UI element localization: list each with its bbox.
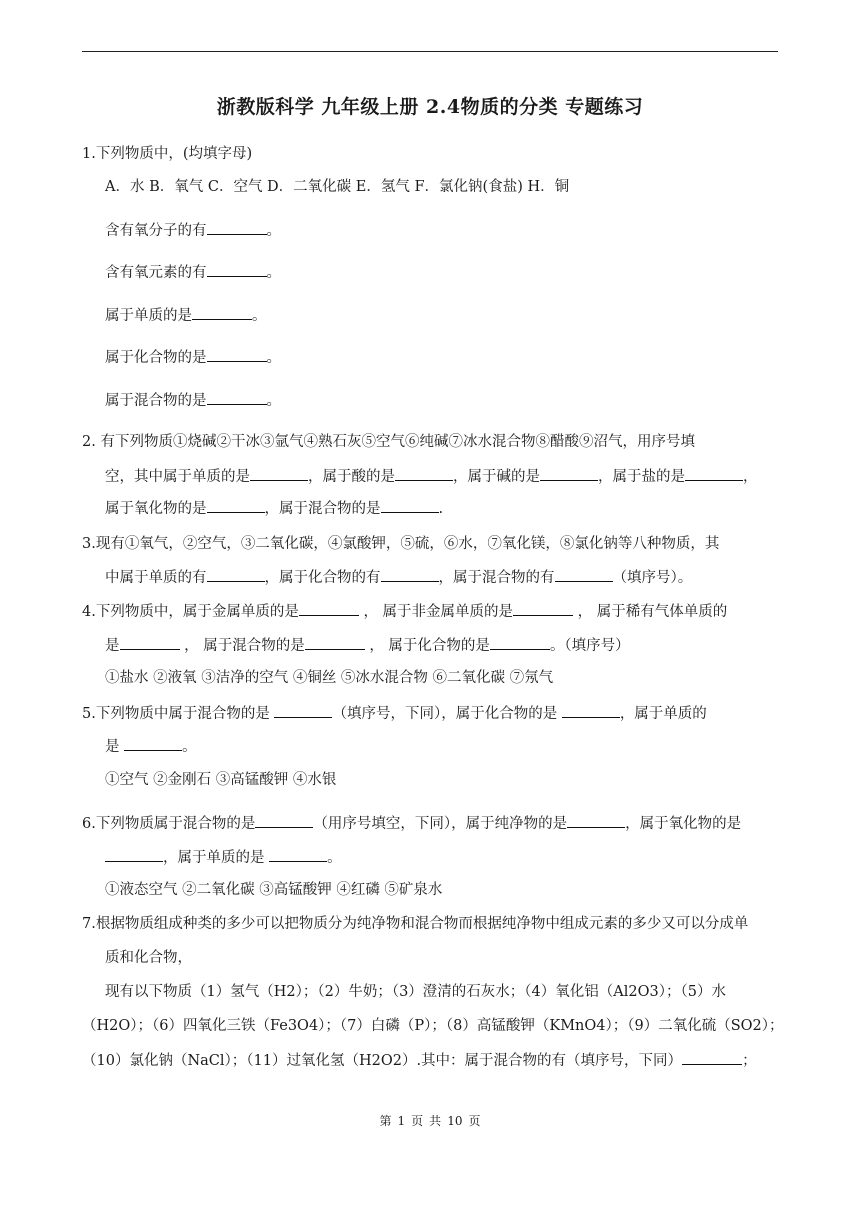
question-3-line-1: 3.现有①氧气，②空气，③二氧化碳，④氯酸钾，⑤硫，⑥水，⑦氧化镁，⑧氯化钠等八种物质，其	[82, 536, 720, 552]
question-5-items: ①空气 ②金刚石 ③高锰酸钾 ④水银	[105, 772, 337, 788]
question-7-line-4: （H2O）；（6）四氧化三铁（Fe3O4）；（7）白磷（P）；（8）高锰酸钾（KMnO4）；（9）二氧化硫（SO2）；	[82, 1018, 784, 1034]
answer-blank[interactable]	[269, 847, 327, 862]
question-4-line-1: 4.下列物质中，属于金属单质的是 ， 属于非金属单质的是 ， 属于稀有气体单质的	[82, 601, 727, 622]
question-1-item-3: 属于单质的是 。	[105, 305, 267, 326]
answer-blank[interactable]	[207, 567, 265, 582]
answer-blank[interactable]	[540, 466, 598, 481]
header-rule	[82, 51, 778, 52]
answer-blank[interactable]	[207, 347, 267, 362]
footer-text: 页	[468, 1114, 481, 1128]
answer-blank[interactable]	[255, 813, 313, 828]
answer-blank[interactable]	[250, 466, 308, 481]
answer-blank[interactable]	[490, 635, 550, 650]
page-number: 1	[397, 1114, 406, 1128]
answer-blank[interactable]	[207, 262, 267, 277]
question-7-line-1: 7.根据物质组成种类的多少可以把物质分为纯净物和混合物而根据纯净物中组成元素的多少又可以分成单	[82, 916, 749, 932]
page-footer	[0, 1112, 860, 1129]
answer-blank[interactable]	[682, 1050, 742, 1065]
question-1-item-2: 含有氧元素的有 。	[105, 262, 281, 283]
answer-blank[interactable]	[274, 703, 332, 718]
footer-text: 第	[379, 1114, 392, 1128]
answer-blank[interactable]	[555, 567, 613, 582]
answer-blank[interactable]	[120, 635, 180, 650]
question-2-line-2: 空，其中属于单质的是 ，属于酸的是 ，属于碱的是 ，属于盐的是 ，	[105, 466, 758, 487]
footer-text: 共	[429, 1114, 442, 1128]
answer-blank[interactable]	[381, 498, 439, 513]
answer-blank[interactable]	[562, 703, 620, 718]
question-6-items: ①液态空气 ②二氧化碳 ③高锰酸钾 ④红磷 ⑤矿泉水	[105, 882, 443, 898]
answer-blank[interactable]	[305, 635, 365, 650]
question-6-line-1: 6.下列物质属于混合物的是 （用序号填空，下同），属于纯净物的是 ，属于氧化物的是	[82, 813, 741, 834]
answer-blank[interactable]	[192, 305, 252, 320]
answer-blank[interactable]	[395, 466, 453, 481]
answer-blank[interactable]	[299, 601, 359, 616]
answer-blank[interactable]	[513, 601, 573, 616]
question-4-items: ①盐水 ②液氧 ③洁净的空气 ④铜丝 ⑤冰水混合物 ⑥二氧化碳 ⑦氖气	[105, 670, 554, 686]
question-7-line-2: 质和化合物，	[105, 950, 192, 966]
question-7-line-3: 现有以下物质（1）氢气（H2）；（2）牛奶；（3）澄清的石灰水；（4）氧化铝（Al2O3）；（5）水	[105, 984, 726, 1000]
question-2-line-1: 2. 有下列物质①烧碱②干冰③氩气④熟石灰⑤空气⑥纯碱⑦冰水混合物⑧醋酸⑨沼气，用序号填	[82, 434, 695, 450]
question-4-line-2: 是 ， 属于混合物的是 ， 属于化合物的是 。（填序号）	[105, 635, 630, 656]
question-1-item-1: 含有氧分子的有 。	[105, 220, 281, 241]
question-7-line-5: （10）氯化钠（NaCl）；（11）过氧化氢（H2O2）.其中：属于混合物的有（填序号，下同） ；	[82, 1050, 757, 1071]
answer-blank[interactable]	[207, 498, 265, 513]
page-title: 浙教版科学 九年级上册 2.4物质的分类 专题练习	[216, 96, 644, 118]
answer-blank[interactable]	[124, 736, 182, 751]
question-5-line-1: 5.下列物质中属于混合物的是 （填序号，下同），属于化合物的是 ，属于单质的	[82, 703, 707, 724]
question-1-options: A．水 B．氧气 C．空气 D．二氧化碳 E．氢气 F．氯化钠(食盐) H．铜	[105, 179, 570, 195]
question-6-line-2: ，属于单质的是 。	[105, 847, 342, 868]
question-3-line-2: 中属于单质的有 ，属于化合物的有 ，属于混合物的有 （填序号）。	[105, 567, 692, 588]
question-1-stem: 1.下列物质中，(均填字母)	[82, 146, 253, 162]
question-2-line-3: 属于氧化物的是 ，属于混合物的是 .	[105, 498, 443, 519]
question-1-item-5: 属于混合物的是 。	[105, 390, 281, 411]
question-5-line-2: 是 。	[105, 736, 197, 757]
answer-blank[interactable]	[207, 390, 267, 405]
answer-blank[interactable]	[567, 813, 625, 828]
footer-text: 页	[411, 1114, 424, 1128]
answer-blank[interactable]	[381, 567, 439, 582]
answer-blank[interactable]	[105, 847, 163, 862]
answer-blank[interactable]	[685, 466, 743, 481]
answer-blank[interactable]	[207, 220, 267, 235]
total-pages: 10	[447, 1114, 463, 1128]
question-1-item-4: 属于化合物的是 。	[105, 347, 281, 368]
